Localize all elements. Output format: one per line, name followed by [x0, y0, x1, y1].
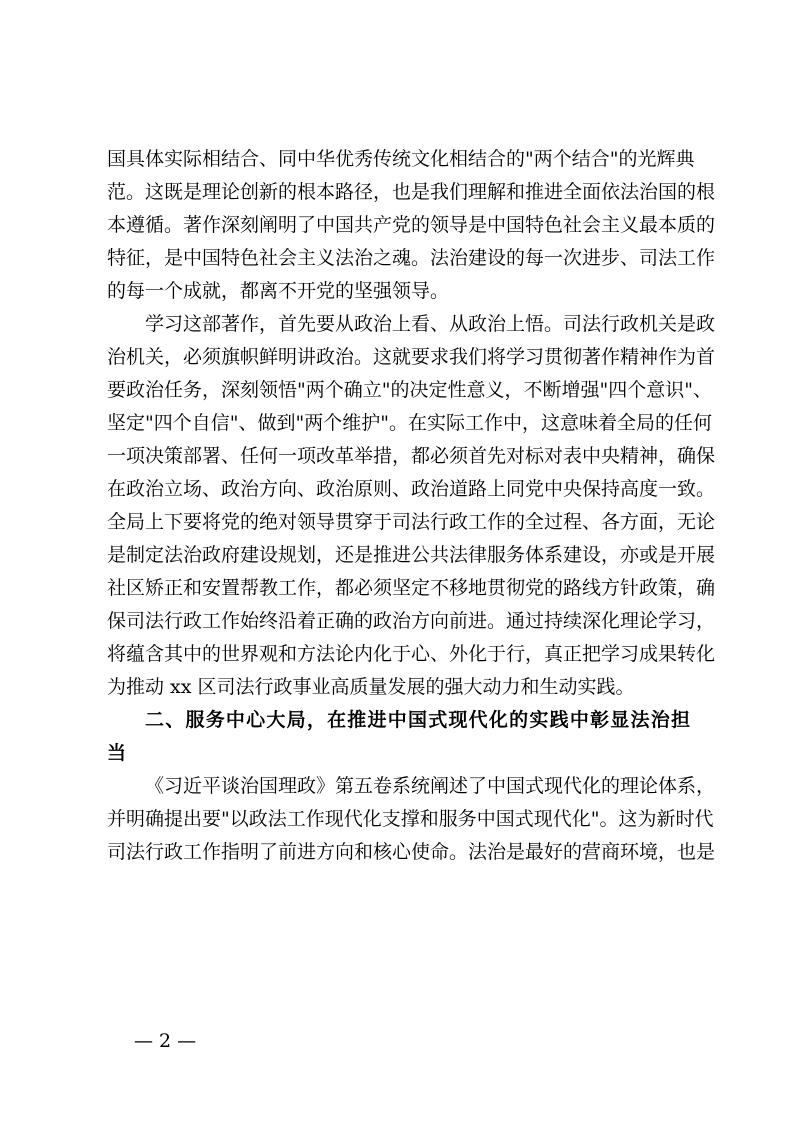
text-line: 《习近平谈治国理政》第五卷系统阐述了中国式现代化的理论体系，: [145, 775, 716, 797]
text-line: 是制定法治政府建设规划，还是推进公共法律服务体系建设，亦或是开展: [107, 544, 716, 566]
text-line: 要政治任务，深刻领悟"两个确立"的决定性意义，不断增强"四个意识"、: [107, 379, 712, 401]
text-line: 治机关，必须旗帜鲜明讲政治。这就要求我们将学习贯彻著作精神作为首: [107, 346, 716, 368]
text-line: 特征，是中国特色社会主义法治之魂。法治建设的每一次进步、司法工作: [107, 247, 716, 269]
paragraph: [107, 143, 716, 308]
text-line: 将蕴含其中的世界观和方法论内化于心、外化于行，真正把学习成果转化: [107, 643, 716, 665]
text-line: 司法行政工作指明了前进方向和核心使命。法治是最好的营商环境，也是: [107, 841, 716, 863]
text-line: 国具体实际相结合、同中华优秀传统文化相结合的"两个结合"的光辉典: [107, 148, 695, 170]
text-line: 为推动 xx 区司法行政事业高质量发展的强大动力和生动实践。: [107, 676, 635, 698]
heading-line: 当: [107, 742, 127, 764]
text-line: 社区矫正和安置帮教工作，都必须坚定不移地贯彻党的路线方针政策，确: [107, 577, 716, 599]
text-line: 学习这部著作，首先要从政治上看、从政治上悟。司法行政机关是政: [145, 313, 716, 335]
text-line: 的每一个成就，都离不开党的坚强领导。: [107, 280, 450, 302]
document-body: [107, 143, 716, 869]
heading-line: 二、服务中心大局，在推进中国式现代化的实践中彰显法治担: [145, 709, 690, 731]
section-heading: [107, 704, 690, 770]
text-line: 本遵循。著作深刻阐明了中国共产党的领导是中国特色社会主义最本质的: [107, 214, 716, 236]
paragraph: [107, 770, 716, 869]
text-line: 保司法行政工作始终沿着正确的政治方向前进。通过持续深化理论学习，: [107, 610, 716, 632]
text-line: 并明确提出要"以政法工作现代化支撑和服务中国式现代化"。这为新时代: [107, 808, 714, 830]
page-number: — 2 —: [134, 1030, 197, 1052]
text-line: 坚定"四个自信"、做到"两个维护"。在实际工作中，这意味着全局的任何: [107, 412, 712, 434]
text-line: 范。这既是理论创新的根本路径，也是我们理解和推进全面依法治国的根: [107, 181, 716, 203]
text-line: 全局上下要将党的绝对领导贯穿于司法行政工作的全过程、各方面，无论: [107, 511, 716, 533]
paragraph: [107, 308, 716, 704]
text-line: 一项决策部署、任何一项改革举措，都必须首先对标对表中央精神，确保: [107, 445, 716, 467]
text-line: 在政治立场、政治方向、政治原则、政治道路上同党中央保持高度一致。: [107, 478, 716, 500]
